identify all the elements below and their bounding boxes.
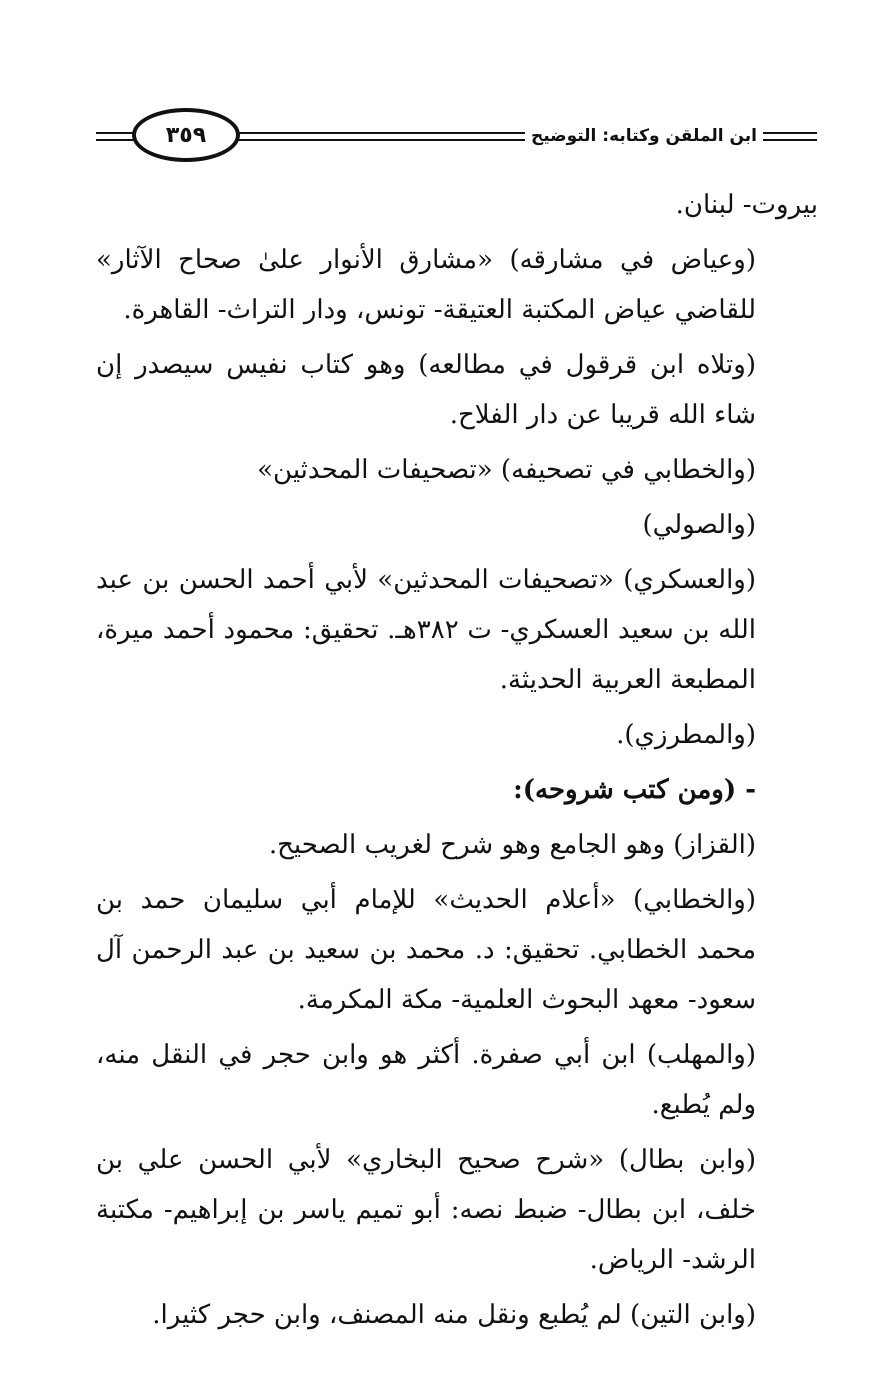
- section-heading: - (ومن كتب شروحه):: [513, 775, 756, 805]
- paragraph: (والعسكري) «تصحيفات المحدثين» لأبي أحمد الحسن بن عبد الله بن سعيد العسكري- ت ٣٨٢هـ. تحقيق: محمود أحمد ميرة، المطبعة العربية الحديثة.: [96, 565, 756, 695]
- page-header: [96, 104, 817, 168]
- page-body: [96, 180, 818, 1345]
- paragraph: (والمطرزي).: [616, 720, 756, 750]
- paragraph: (والمهلب) ابن أبي صفرة. أكثر هو وابن حجر في النقل منه، ولم يُطبع.: [96, 1040, 756, 1120]
- paragraph: (والخطابي) «أعلام الحديث» للإمام أبي سليمان حمد بن محمد الخطابي. تحقيق: د. محمد بن سعيد بن عبد الرحمن آل سعود- معهد البحوث العلمية- مكة المكرمة.: [96, 885, 756, 1015]
- paragraph: (وتلاه ابن قرقول في مطالعه) وهو كتاب نفيس سيصدر إن شاء الله قريبا عن دار الفلاح.: [96, 350, 756, 430]
- paragraph: (وعياض في مشارقه) «مشارق الأنوار علىٰ صحاح الآثار» للقاضي عياض المكتبة العتيقة- تونس، ودار التراث- القاهرة.: [96, 245, 756, 325]
- paragraph: (وابن بطال) «شرح صحيح البخاري» لأبي الحسن علي بن خلف، ابن بطال- ضبط نصه: أبو تميم ياسر بن إبراهيم- مكتبة الرشد- الرياض.: [96, 1145, 756, 1275]
- paragraph: (وابن التين) لم يُطبع ونقل منه المصنف، وابن حجر كثيرا.: [152, 1300, 756, 1330]
- header-rule-left: [96, 132, 136, 141]
- page-number: ٣٥٩: [132, 108, 240, 162]
- paragraph: بيروت- لبنان.: [675, 190, 818, 220]
- paragraph: (والخطابي في تصحيفه) «تصحيفات المحدثين»: [257, 455, 756, 485]
- running-title: ابن الملقن وكتابه: التوضيح: [525, 126, 763, 146]
- header-rule-right: [762, 132, 817, 141]
- paragraph: (القزاز) وهو الجامع وهو شرح لغريب الصحيح.: [268, 830, 756, 860]
- paragraph: (والصولي): [642, 510, 756, 540]
